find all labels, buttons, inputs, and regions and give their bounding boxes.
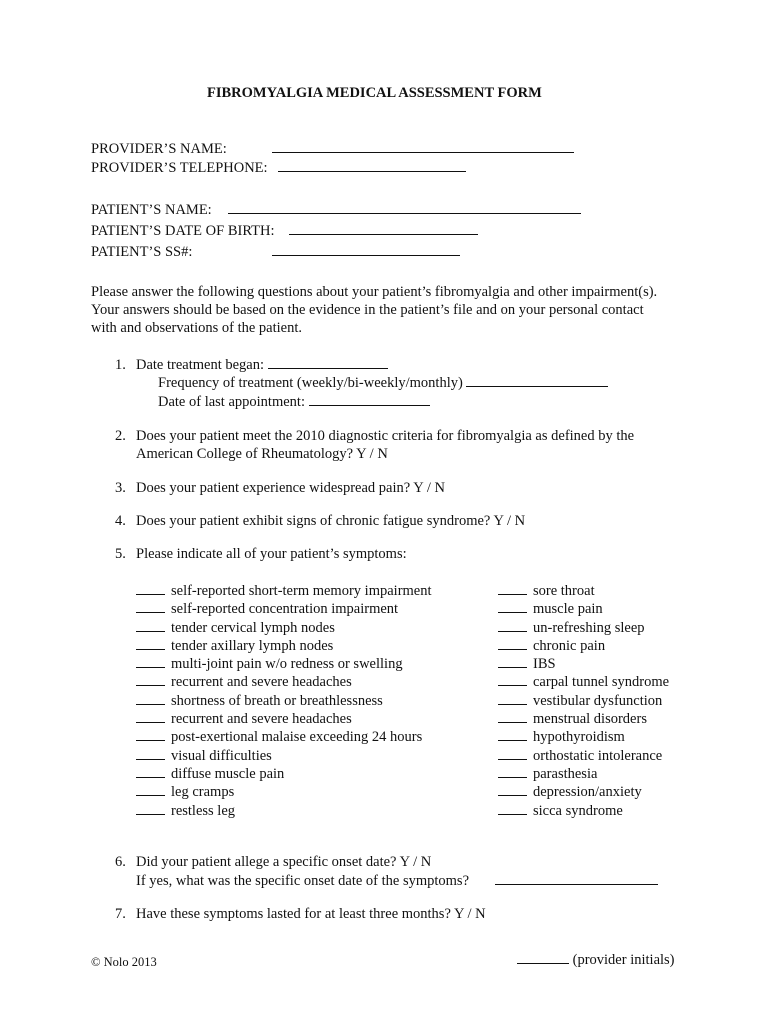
patient-dob-label: PATIENT’S DATE OF BIRTH: bbox=[91, 223, 275, 239]
symptom-item: depression/anxiety bbox=[498, 783, 669, 801]
symptom-checkbox[interactable] bbox=[136, 637, 165, 650]
provider-initials-field[interactable] bbox=[517, 951, 569, 964]
symptoms-right-column bbox=[498, 582, 669, 820]
symptom-checkbox[interactable] bbox=[136, 710, 165, 723]
q6-line-1: Did your patient allege a specific onset date? Y / N bbox=[136, 854, 432, 870]
q1-label bbox=[136, 356, 388, 374]
symptom-checkbox[interactable] bbox=[498, 619, 527, 632]
intro-line-1: Please answer the following questions about your patient’s fibromyalgia and other impairment(s). bbox=[91, 284, 658, 300]
patient-name-field[interactable] bbox=[228, 201, 581, 219]
symptom-item: shortness of breath or breathlessness bbox=[136, 692, 432, 710]
q2-number: 2. bbox=[115, 428, 126, 444]
q5-text: Please indicate all of your patient’s symptoms: bbox=[136, 546, 407, 562]
q6-onset-field[interactable] bbox=[495, 872, 658, 890]
symptom-checkbox[interactable] bbox=[498, 600, 527, 613]
symptom-item: sore throat bbox=[498, 582, 669, 600]
symptom-item: leg cramps bbox=[136, 783, 432, 801]
symptom-checkbox[interactable] bbox=[136, 802, 165, 815]
q1-last-field[interactable] bbox=[309, 393, 430, 406]
symptom-checkbox[interactable] bbox=[498, 582, 527, 595]
q7-text: Have these symptoms lasted for at least three months? Y / N bbox=[136, 906, 486, 922]
symptom-checkbox[interactable] bbox=[136, 765, 165, 778]
q4-text: Does your patient exhibit signs of chronic fatigue syndrome? Y / N bbox=[136, 513, 526, 529]
symptom-item: multi-joint pain w/o redness or swelling bbox=[136, 655, 432, 673]
symptom-item: sicca syndrome bbox=[498, 802, 669, 820]
patient-ss-label: PATIENT’S SS#: bbox=[91, 244, 193, 260]
symptom-checkbox[interactable] bbox=[136, 582, 165, 595]
q1-frequency bbox=[158, 374, 608, 392]
symptom-item: muscle pain bbox=[498, 600, 669, 618]
q2-line-1: Does your patient meet the 2010 diagnostic criteria for fibromyalgia as defined by the bbox=[136, 428, 635, 444]
symptom-item: post-exertional malaise exceeding 24 hours bbox=[136, 728, 432, 746]
q2-line-2: American College of Rheumatology? Y / N bbox=[136, 446, 388, 462]
intro-line-3: with and observations of the patient. bbox=[91, 320, 303, 336]
symptom-checkbox[interactable] bbox=[136, 728, 165, 741]
symptom-checkbox[interactable] bbox=[136, 692, 165, 705]
symptom-item: IBS bbox=[498, 655, 669, 673]
patient-name-label: PATIENT’S NAME: bbox=[91, 202, 212, 218]
symptom-checkbox[interactable] bbox=[498, 692, 527, 705]
symptom-checkbox[interactable] bbox=[498, 728, 527, 741]
symptom-item: tender axillary lymph nodes bbox=[136, 637, 432, 655]
symptom-checkbox[interactable] bbox=[498, 710, 527, 723]
symptom-item: tender cervical lymph nodes bbox=[136, 619, 432, 637]
form-title: FIBROMYALGIA MEDICAL ASSESSMENT FORM bbox=[207, 85, 542, 101]
symptom-checkbox[interactable] bbox=[498, 747, 527, 760]
symptom-item: hypothyroidism bbox=[498, 728, 669, 746]
q1-text: Date treatment began: bbox=[136, 357, 265, 373]
q1-last-appointment bbox=[158, 393, 430, 411]
q6-number: 6. bbox=[115, 854, 126, 870]
symptom-checkbox[interactable] bbox=[136, 600, 165, 613]
symptom-checkbox[interactable] bbox=[498, 765, 527, 778]
symptom-checkbox[interactable] bbox=[136, 673, 165, 686]
symptom-item: recurrent and severe headaches bbox=[136, 673, 432, 691]
q7-number: 7. bbox=[115, 906, 126, 922]
provider-telephone-label: PROVIDER’S TELEPHONE: bbox=[91, 160, 268, 176]
symptom-checkbox[interactable] bbox=[136, 655, 165, 668]
q1-date-field[interactable] bbox=[268, 356, 388, 369]
symptom-item: un-refreshing sleep bbox=[498, 619, 669, 637]
q1-number: 1. bbox=[115, 357, 126, 373]
q4-number: 4. bbox=[115, 513, 126, 529]
symptom-checkbox[interactable] bbox=[498, 802, 527, 815]
symptom-checkbox[interactable] bbox=[136, 619, 165, 632]
provider-name-label: PROVIDER’S NAME: bbox=[91, 141, 227, 157]
symptom-item: diffuse muscle pain bbox=[136, 765, 432, 783]
provider-name-field[interactable] bbox=[272, 140, 574, 158]
symptom-item: self-reported short-term memory impairment bbox=[136, 582, 432, 600]
symptom-item: recurrent and severe headaches bbox=[136, 710, 432, 728]
q3-number: 3. bbox=[115, 480, 126, 496]
q1-frequency-field[interactable] bbox=[466, 374, 608, 387]
symptom-checkbox[interactable] bbox=[136, 747, 165, 760]
provider-initials-label: (provider initials) bbox=[572, 952, 675, 968]
intro-line-2: Your answers should be based on the evidence in the patient’s file and on your personal contact bbox=[91, 302, 644, 318]
symptom-checkbox[interactable] bbox=[498, 655, 527, 668]
q5-number: 5. bbox=[115, 546, 126, 562]
symptom-checkbox[interactable] bbox=[498, 673, 527, 686]
symptom-item: restless leg bbox=[136, 802, 432, 820]
patient-ss-field[interactable] bbox=[272, 243, 460, 261]
symptom-item: menstrual disorders bbox=[498, 710, 669, 728]
copyright: © Nolo 2013 bbox=[91, 955, 157, 969]
patient-dob-field[interactable] bbox=[289, 222, 478, 240]
provider-initials bbox=[517, 951, 675, 969]
q1-frequency-text: Frequency of treatment (weekly/bi-weekly/monthly) bbox=[158, 375, 463, 391]
symptom-checkbox[interactable] bbox=[498, 783, 527, 796]
symptom-item: vestibular dysfunction bbox=[498, 692, 669, 710]
symptom-checkbox[interactable] bbox=[136, 783, 165, 796]
symptom-item: carpal tunnel syndrome bbox=[498, 673, 669, 691]
provider-telephone-field[interactable] bbox=[278, 159, 466, 177]
q6-line-2: If yes, what was the specific onset date of the symptoms? bbox=[136, 873, 470, 889]
symptom-item: orthostatic intolerance bbox=[498, 747, 669, 765]
q3-text: Does your patient experience widespread pain? Y / N bbox=[136, 480, 445, 496]
q1-last-text: Date of last appointment: bbox=[158, 394, 305, 410]
symptoms-left-column bbox=[136, 582, 432, 820]
symptom-item: chronic pain bbox=[498, 637, 669, 655]
symptom-item: visual difficulties bbox=[136, 747, 432, 765]
symptom-checkbox[interactable] bbox=[498, 637, 527, 650]
symptom-item: self-reported concentration impairment bbox=[136, 600, 432, 618]
symptom-item: parasthesia bbox=[498, 765, 669, 783]
